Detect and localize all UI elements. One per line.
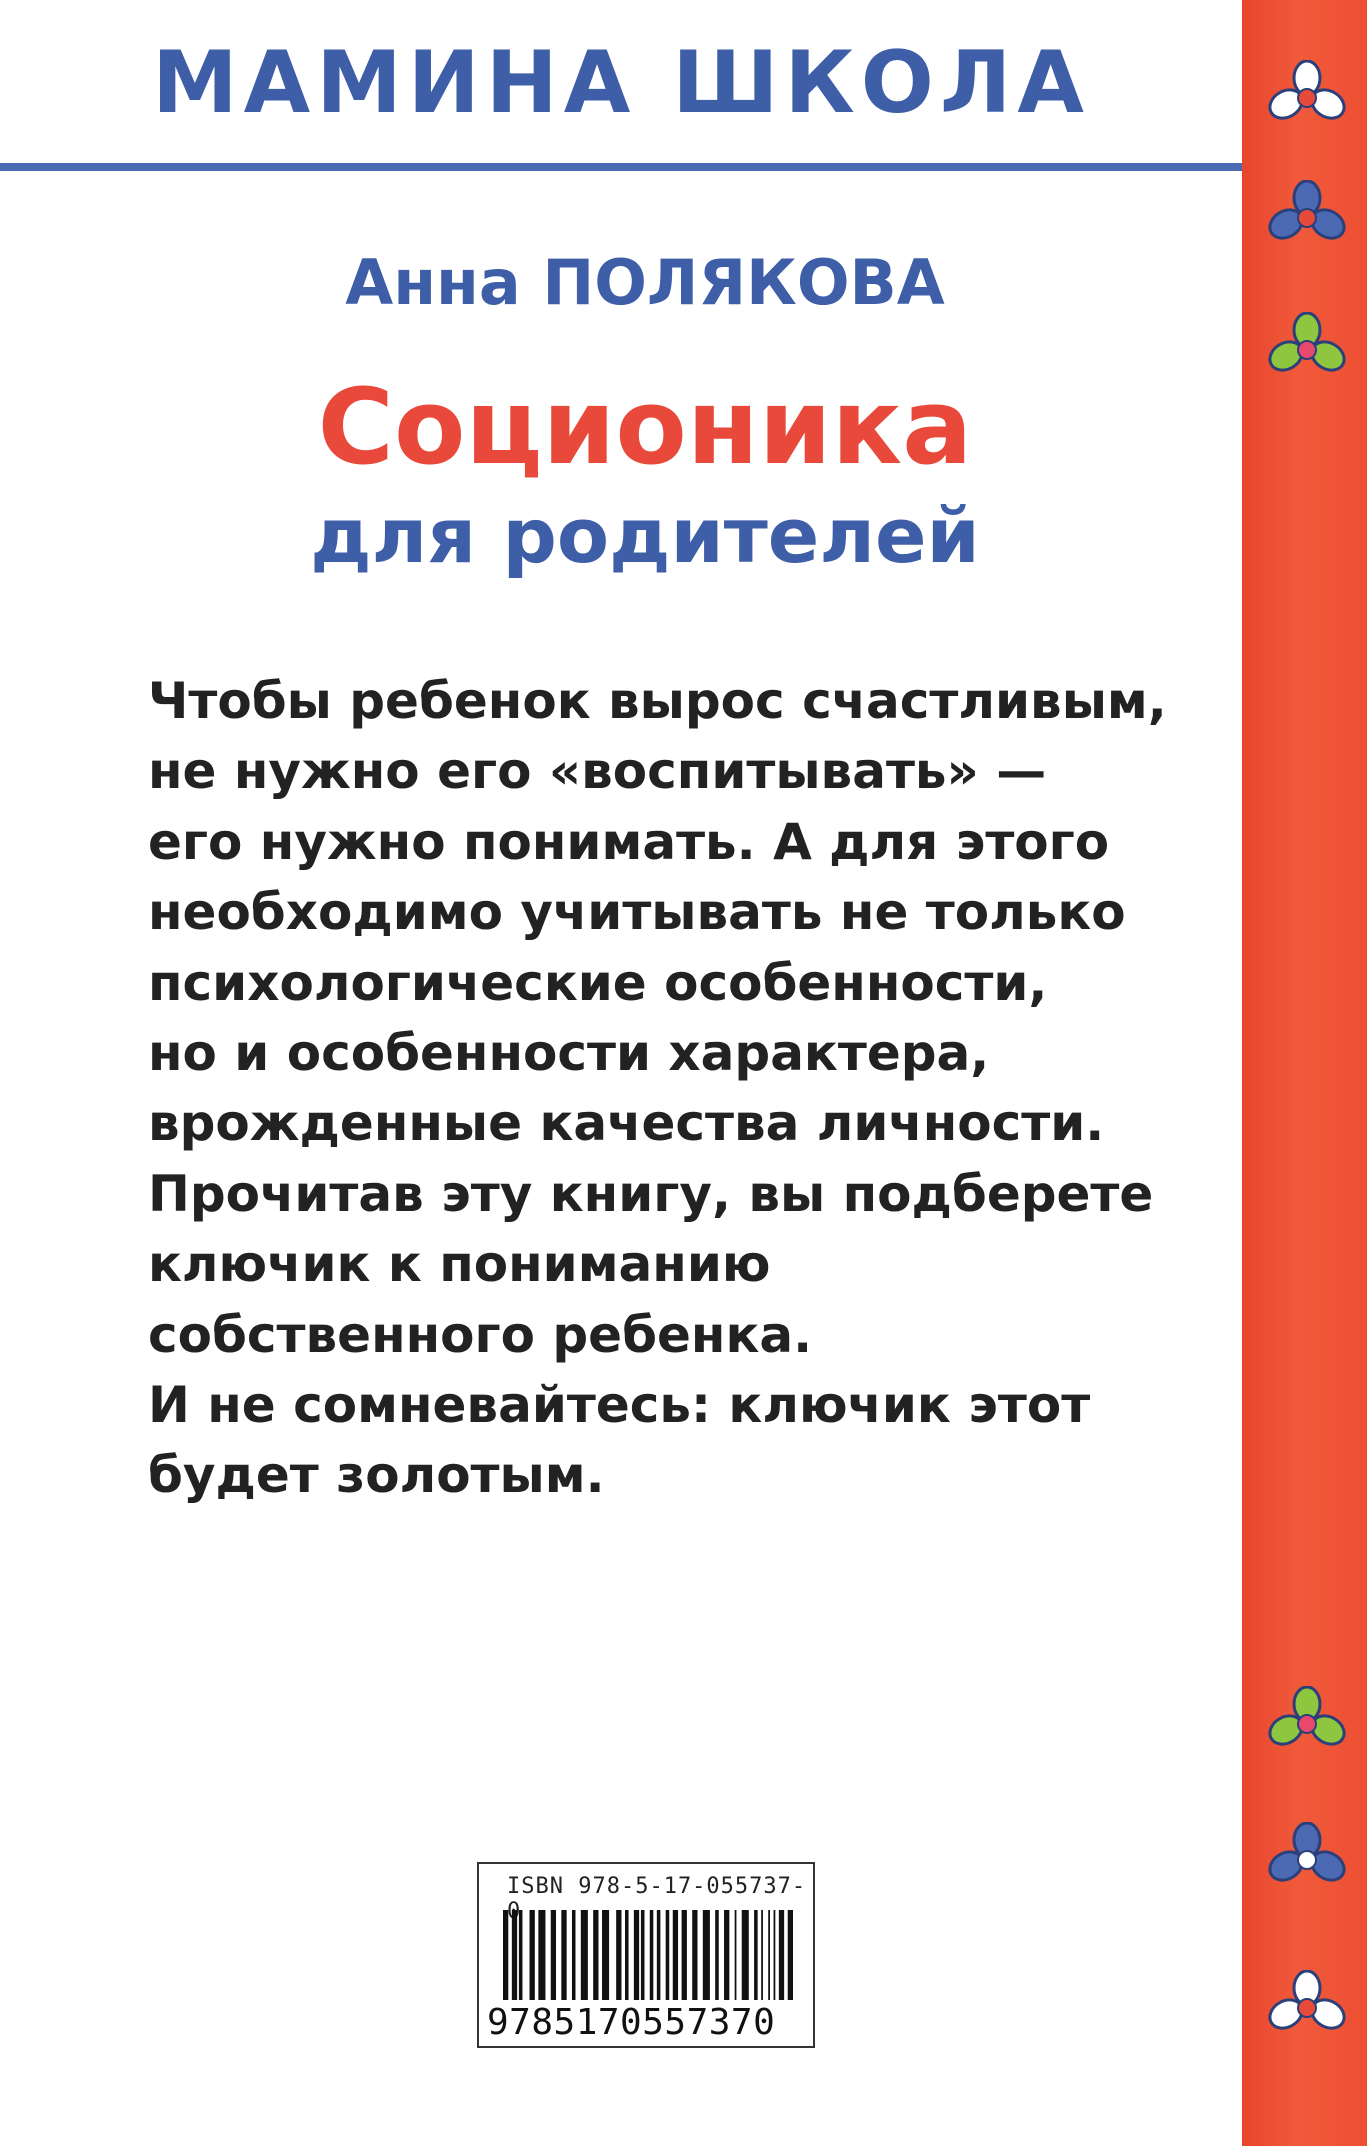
blurb-line: ключик к пониманию (148, 1235, 771, 1294)
barcode-bar (530, 1910, 535, 2000)
barcode-bar (593, 1910, 598, 2000)
barcode-bar (657, 1910, 661, 2000)
flower-icon (1267, 312, 1347, 392)
barcode-bar (581, 1910, 588, 2000)
barcode-bar (561, 1910, 566, 2000)
barcode-bar (692, 1910, 697, 2000)
blurb-line: врожденные качества личности. (148, 1094, 1105, 1153)
barcode-bar (774, 1910, 776, 2000)
author-first-name: Анна (345, 246, 521, 319)
flower-icon (1267, 60, 1347, 140)
barcode-bar (779, 1910, 784, 2000)
blurb-line: собственного ребенка. (148, 1305, 813, 1364)
barcode-icon (501, 1910, 795, 2006)
author-last-name: ПОЛЯКОВА (542, 246, 945, 319)
barcode-bar (788, 1910, 793, 2000)
author-name (0, 246, 1290, 319)
blurb-line: его нужно понимать. А для этого (148, 812, 1110, 871)
barcode-bar (572, 1910, 576, 2000)
barcode-bar (625, 1910, 629, 2000)
flower-icon (1267, 1822, 1347, 1902)
barcode-bar (538, 1910, 545, 2000)
barcode-bar (503, 1910, 508, 2000)
book-subtitle: для родителей (310, 491, 980, 580)
barcode-bar (724, 1910, 729, 2000)
barcode-bar (602, 1910, 609, 2000)
isbn-barcode-box (477, 1862, 815, 2048)
flower-icon (1267, 1686, 1347, 1766)
barcode-bar (512, 1910, 517, 2000)
barcode-bar (519, 1910, 523, 2000)
barcode-bar (673, 1910, 678, 2000)
blurb-line: психологические особенности, (148, 953, 1048, 1012)
blurb-line: но и особенности характера, (148, 1024, 990, 1083)
barcode-bar (641, 1910, 645, 2000)
blurb-line: Чтобы ребенок вырос счастливым, (148, 672, 1167, 730)
barcode-bar (742, 1910, 749, 2000)
blurb-line: будет золотым. (148, 1446, 605, 1505)
barcode-bar (616, 1910, 621, 2000)
barcode-bar (735, 1910, 737, 2000)
ean-digits: 9785170557370 (487, 2002, 776, 2043)
barcode-bar (715, 1910, 719, 2000)
blurb-line: необходимо учитывать не только (148, 883, 1126, 942)
blurb-line: не нужно его «воспитывать» — (148, 742, 1047, 801)
isbn-label: ISBN 978-5-17-055737- (507, 1874, 807, 1899)
barcode-bar (761, 1910, 763, 2000)
barcode-bar (666, 1910, 670, 2000)
barcode-bar (768, 1910, 770, 2000)
barcode-bar (650, 1910, 654, 2000)
flower-icon (1267, 1970, 1347, 2050)
barcode-bar (634, 1910, 639, 2000)
blurb-line: И не сомневайтесь: ключик этот (148, 1376, 1091, 1435)
barcode-bar (754, 1910, 758, 2000)
barcode-bar (682, 1910, 687, 2000)
blurb (148, 666, 1228, 1511)
series-title: МАМИНА ШКОЛА (152, 33, 1090, 133)
flower-icon (1267, 180, 1347, 260)
header-rule (0, 163, 1242, 171)
barcode-bar (703, 1910, 710, 2000)
blurb-line: Прочитав эту книгу, вы подберете (148, 1164, 1154, 1223)
barcode-bar (551, 1910, 556, 2000)
book-title: Соционика (317, 366, 973, 488)
